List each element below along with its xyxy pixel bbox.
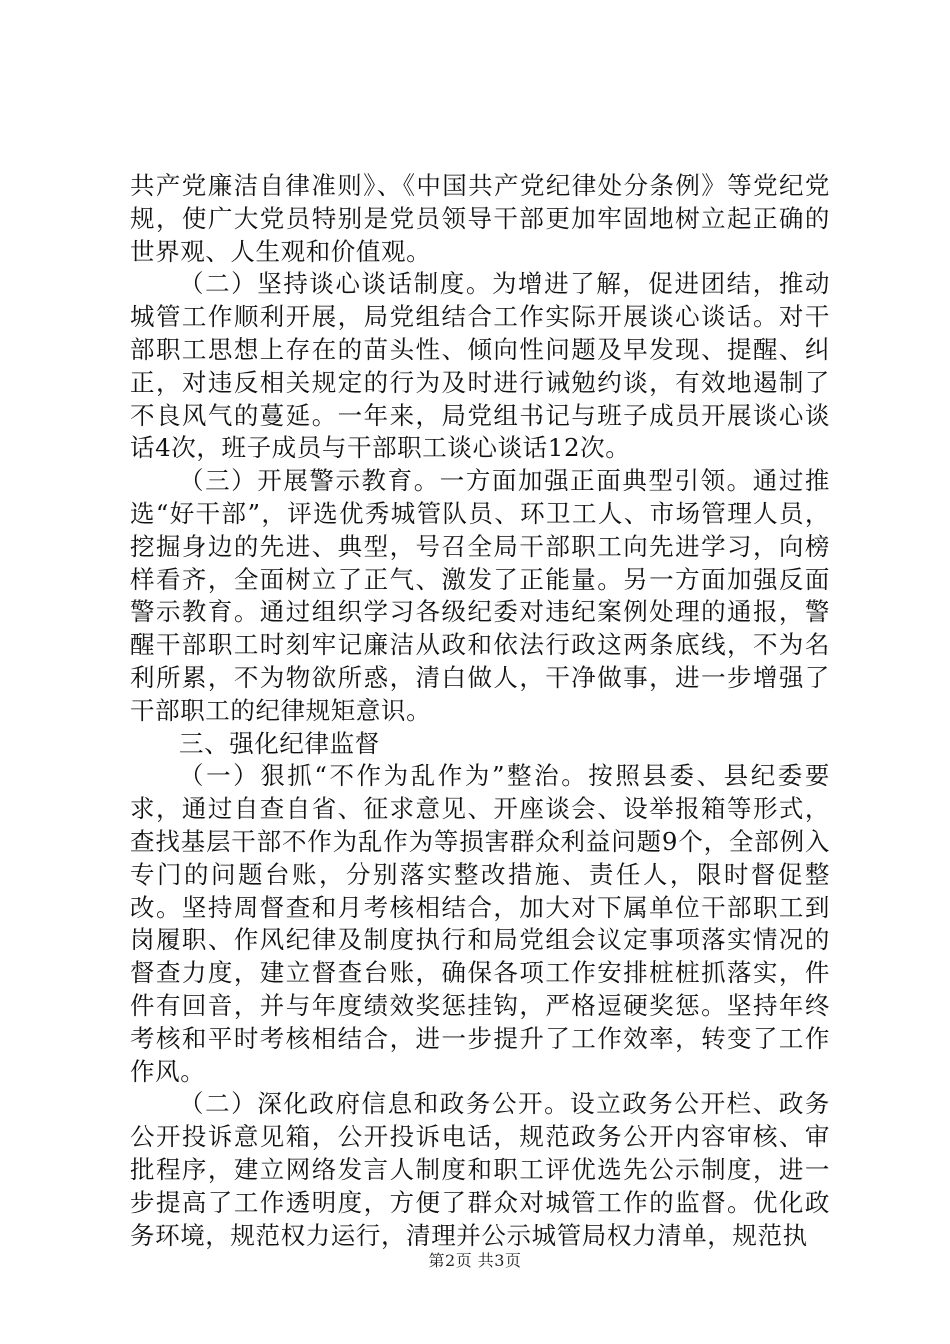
- paragraph-inaction-rectification: （一）狠抓“不作为乱作为”整治。按照县委、县纪委要求，通过自查自省、征求意见、开座谈会、设举报箱等形式，查找基层干部不作为乱作为等损害群众利益问题9个，全部例入专门的问题台账，分别落实整改措施、责任人，限时督促整改。坚持周督查和月考核相结合，加大对下属单位干部职工到岗履职、作风纪律及制度执行和局党组会议定事项落实情况的督查力度，建立督查台账，确保各项工作安排桩桩抓落实，件件有回音，并与年度绩效奖惩挂钩，严格逗硬奖惩。坚持年终考核和平时考核相结合，进一步提升了工作效率，转变了工作作风。: [130, 761, 830, 1086]
- paragraph-government-disclosure: （二）深化政府信息和政务公开。设立政务公开栏、政务公开投诉意见箱，公开投诉电话，规范政务公开内容审核、审批程序，建立网络发言人制度和职工评优选先公示制度，进一步提高了工作透明度，方便了群众对城管工作的监督。优化政务环境，规范权力运行，清理并公示城管局权力清单，规范执: [130, 1089, 830, 1250]
- page-number-footer: 第2页 共3页: [428, 1251, 522, 1270]
- paragraph-talk-system: （二）坚持谈心谈话制度。为增进了解，促进团结，推动城管工作顺利开展，局党组结合工作实际开展谈心谈话。对干部职工思想上存在的苗头性、倾向性问题及早发现、提醒、纠正，对违反相关规定的行为及时进行诫勉约谈，有效地遏制了不良风气的蔓延。一年来，局党组书记与班子成员开展谈心谈话4次，班子成员与干部职工谈心谈话12次。: [130, 269, 830, 463]
- paragraph-continuation: 共产党廉洁自律准则》、《中国共产党纪律处分条例》等党纪党规，使广大党员特别是党员领导干部更加牢固地树立起正确的世界观、人生观和价值观。: [130, 171, 830, 266]
- document-body: [130, 170, 830, 1252]
- paragraph-warning-education: （三）开展警示教育。一方面加强正面典型引领。通过推选“好干部”，评选优秀城管队员、环卫工人、市场管理人员，挖掘身边的先进、典型，号召全局干部职工向先进学习，向榜样看齐，全面树立了正气、激发了正能量。另一方面加强反面警示教育。通过组织学习各级纪委对违纪案例处理的通报，警醒干部职工时刻牢记廉洁从政和依法行政这两条底线，不为名利所累，不为物欲所惑，清白做人，干净做事，进一步增强了干部职工的纪律规矩意识。: [130, 466, 830, 725]
- section-heading-discipline-supervision: 三、强化纪律监督: [179, 728, 380, 758]
